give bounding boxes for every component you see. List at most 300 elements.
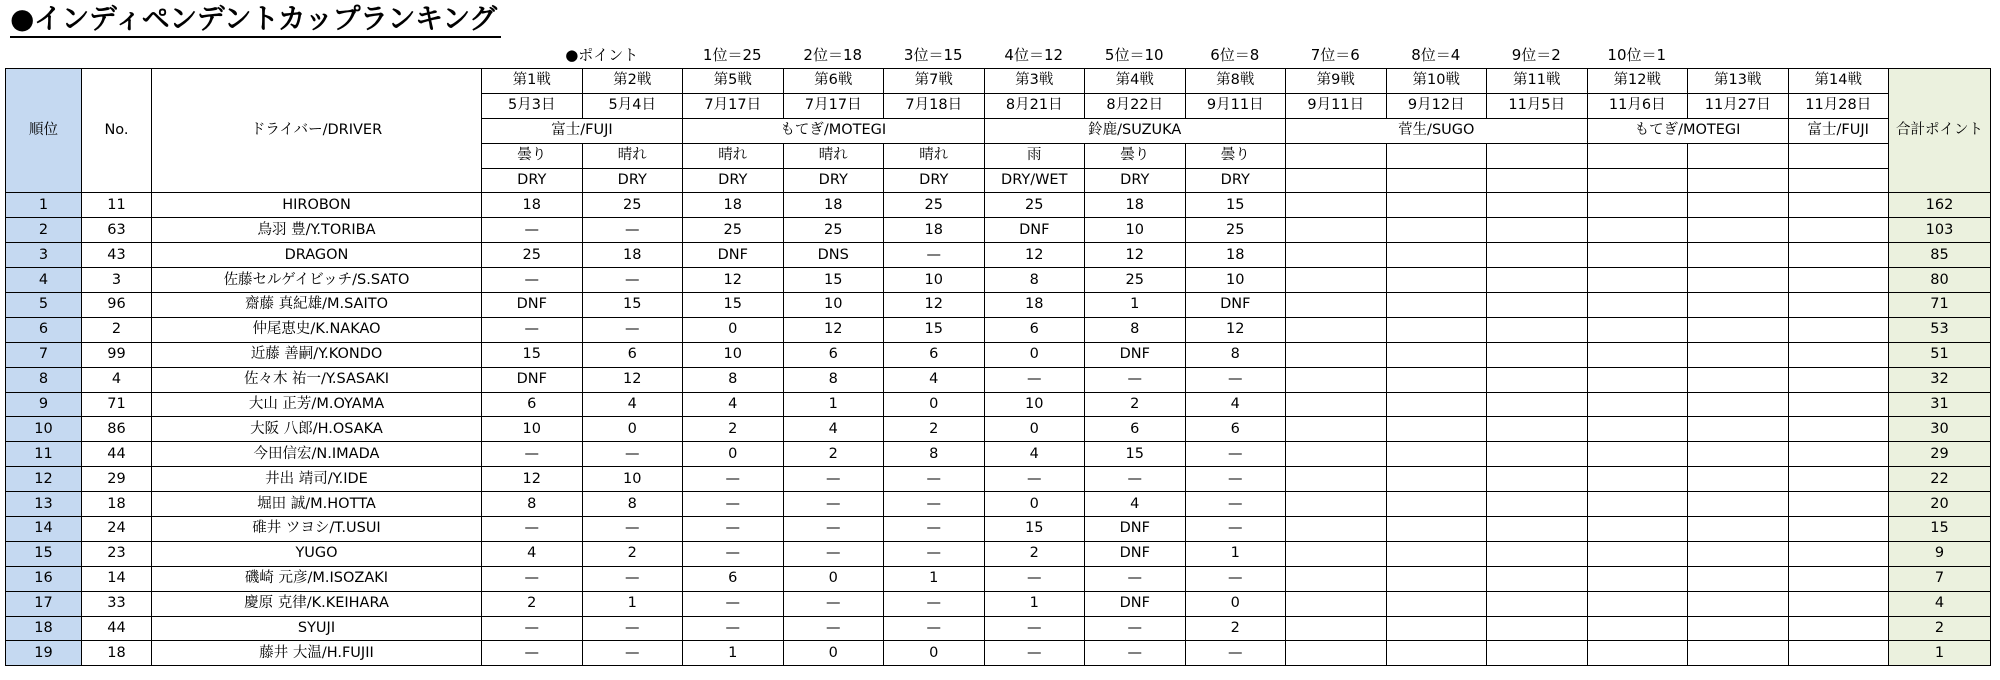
driver-cell: 佐々木 祐一/Y.SASAKI: [152, 367, 482, 392]
result-cell: 18: [582, 243, 683, 268]
result-cell: —: [582, 566, 683, 591]
result-cell: 25: [1085, 268, 1186, 293]
result-cell: 12: [884, 293, 985, 318]
header-row: [6, 69, 1991, 94]
header-weather: [1788, 143, 1889, 168]
table-row: [6, 317, 1991, 342]
table-row: [6, 442, 1991, 467]
header-round: 第8戦: [1185, 69, 1286, 94]
header-track: [1487, 168, 1588, 193]
result-cell: —: [1185, 467, 1286, 492]
result-cell: [1286, 442, 1387, 467]
result-cell: —: [1085, 467, 1186, 492]
result-cell: [1688, 243, 1789, 268]
result-cell: [1386, 541, 1487, 566]
header-weather: 晴れ: [683, 143, 784, 168]
table-row: [6, 616, 1991, 641]
result-cell: —: [683, 467, 784, 492]
result-cell: 0: [984, 342, 1085, 367]
total-cell: 22: [1889, 467, 1991, 492]
result-cell: [1386, 293, 1487, 318]
result-cell: [1788, 367, 1889, 392]
result-cell: [1487, 492, 1588, 517]
rank-cell: 7: [6, 342, 82, 367]
result-cell: 12: [1185, 317, 1286, 342]
header-track: DRY: [482, 168, 583, 193]
result-cell: [1286, 541, 1387, 566]
result-cell: —: [482, 566, 583, 591]
result-cell: [1286, 293, 1387, 318]
total-cell: 32: [1889, 367, 1991, 392]
result-cell: [1487, 392, 1588, 417]
result-cell: [1788, 566, 1889, 591]
result-cell: 8: [1085, 317, 1186, 342]
header-date: 11月27日: [1688, 93, 1789, 118]
rank-cell: 1: [6, 193, 82, 218]
result-cell: 12: [1085, 243, 1186, 268]
result-cell: 10: [783, 293, 884, 318]
result-cell: [1286, 591, 1387, 616]
result-cell: [1788, 268, 1889, 293]
result-cell: [1487, 243, 1588, 268]
result-cell: DNS: [783, 243, 884, 268]
result-cell: [1386, 342, 1487, 367]
result-cell: 18: [482, 193, 583, 218]
result-cell: 18: [984, 293, 1085, 318]
result-cell: [1788, 517, 1889, 542]
header-round: 第12戦: [1587, 69, 1688, 94]
result-cell: 4: [482, 541, 583, 566]
result-cell: [1788, 293, 1889, 318]
result-cell: [1386, 616, 1487, 641]
rank-cell: 12: [6, 467, 82, 492]
result-cell: [1286, 641, 1387, 666]
header-weather: [1386, 143, 1487, 168]
points-value: 10位＝1: [1607, 46, 1667, 64]
result-cell: 8: [884, 442, 985, 467]
total-cell: 9: [1889, 541, 1991, 566]
table-row: [6, 641, 1991, 666]
result-cell: [1286, 566, 1387, 591]
result-cell: [1788, 541, 1889, 566]
points-value: 9位＝2: [1511, 46, 1561, 64]
car-number-cell: 24: [82, 517, 152, 542]
result-cell: DNF: [1085, 541, 1186, 566]
result-cell: —: [582, 616, 683, 641]
result-cell: —: [884, 517, 985, 542]
result-cell: [1487, 442, 1588, 467]
header-round: 第1戦: [482, 69, 583, 94]
driver-cell: 近藤 善嗣/Y.KONDO: [152, 342, 482, 367]
result-cell: [1386, 193, 1487, 218]
result-cell: —: [783, 591, 884, 616]
table-row: [6, 467, 1991, 492]
total-cell: 7: [1889, 566, 1991, 591]
driver-cell: 大山 正芳/M.OYAMA: [152, 392, 482, 417]
result-cell: [1587, 616, 1688, 641]
header-round: 第14戦: [1788, 69, 1889, 94]
rank-cell: 18: [6, 616, 82, 641]
total-cell: 53: [1889, 317, 1991, 342]
result-cell: [1587, 417, 1688, 442]
result-cell: 0: [884, 392, 985, 417]
result-cell: 10: [884, 268, 985, 293]
result-cell: 4: [783, 417, 884, 442]
points-value: 5位＝10: [1104, 46, 1164, 64]
rank-cell: 9: [6, 392, 82, 417]
result-cell: [1487, 566, 1588, 591]
result-cell: [1587, 392, 1688, 417]
header-track: DRY: [783, 168, 884, 193]
result-cell: [1487, 591, 1588, 616]
result-cell: —: [884, 616, 985, 641]
result-cell: 1: [1185, 541, 1286, 566]
total-cell: 80: [1889, 268, 1991, 293]
total-cell: 103: [1889, 218, 1991, 243]
result-cell: 10: [482, 417, 583, 442]
result-cell: [1286, 616, 1387, 641]
driver-cell: 仲尾恵史/K.NAKAO: [152, 317, 482, 342]
result-cell: 12: [683, 268, 784, 293]
total-cell: 4: [1889, 591, 1991, 616]
result-cell: —: [783, 492, 884, 517]
header-weather: [1587, 143, 1688, 168]
header-track: [1386, 168, 1487, 193]
header-round: 第11戦: [1487, 69, 1588, 94]
header-driver: ドライバー/DRIVER: [152, 69, 482, 193]
rank-cell: 13: [6, 492, 82, 517]
driver-cell: DRAGON: [152, 243, 482, 268]
header-no: No.: [82, 69, 152, 193]
result-cell: [1788, 417, 1889, 442]
driver-cell: HIROBON: [152, 193, 482, 218]
driver-cell: 今田信宏/N.IMADA: [152, 442, 482, 467]
result-cell: —: [482, 442, 583, 467]
result-cell: [1587, 243, 1688, 268]
result-cell: [1587, 317, 1688, 342]
result-cell: —: [984, 616, 1085, 641]
driver-cell: 大阪 八郎/H.OSAKA: [152, 417, 482, 442]
result-cell: —: [1085, 367, 1186, 392]
result-cell: [1788, 317, 1889, 342]
header-track: DRY: [884, 168, 985, 193]
rank-cell: 8: [6, 367, 82, 392]
header-date: 8月21日: [984, 93, 1085, 118]
header-round: 第10戦: [1386, 69, 1487, 94]
header-circuit: 富士/FUJI: [482, 118, 683, 143]
result-cell: [1487, 541, 1588, 566]
result-cell: DNF: [1085, 517, 1186, 542]
result-cell: [1788, 467, 1889, 492]
car-number-cell: 29: [82, 467, 152, 492]
result-cell: —: [683, 541, 784, 566]
header-round: 第7戦: [884, 69, 985, 94]
result-cell: [1386, 517, 1487, 542]
result-cell: 4: [984, 442, 1085, 467]
result-cell: 2: [884, 417, 985, 442]
rank-cell: 14: [6, 517, 82, 542]
result-cell: [1286, 268, 1387, 293]
result-cell: —: [783, 467, 884, 492]
header-round: 第3戦: [984, 69, 1085, 94]
car-number-cell: 2: [82, 317, 152, 342]
result-cell: —: [683, 616, 784, 641]
car-number-cell: 44: [82, 616, 152, 641]
result-cell: [1487, 268, 1588, 293]
table-row: [6, 293, 1991, 318]
total-cell: 20: [1889, 492, 1991, 517]
points-value: 7位＝6: [1310, 46, 1360, 64]
result-cell: [1688, 342, 1789, 367]
car-number-cell: 33: [82, 591, 152, 616]
result-cell: 12: [482, 467, 583, 492]
result-cell: 18: [884, 218, 985, 243]
header-track: DRY: [683, 168, 784, 193]
result-cell: —: [683, 492, 784, 517]
result-cell: —: [783, 616, 884, 641]
car-number-cell: 23: [82, 541, 152, 566]
driver-cell: 堀田 誠/M.HOTTA: [152, 492, 482, 517]
header-weather: 曇り: [1085, 143, 1186, 168]
table-row: [6, 218, 1991, 243]
result-cell: —: [884, 541, 985, 566]
result-cell: 4: [582, 392, 683, 417]
header-weather: 曇り: [1185, 143, 1286, 168]
table-row: [6, 492, 1991, 517]
result-cell: [1487, 616, 1588, 641]
result-cell: [1587, 218, 1688, 243]
total-cell: 30: [1889, 417, 1991, 442]
result-cell: [1587, 467, 1688, 492]
car-number-cell: 18: [82, 641, 152, 666]
result-cell: 15: [482, 342, 583, 367]
result-cell: —: [582, 517, 683, 542]
result-cell: 0: [783, 641, 884, 666]
header-date: 11月6日: [1587, 93, 1688, 118]
header-track: DRY/WET: [984, 168, 1085, 193]
result-cell: 0: [984, 417, 1085, 442]
points-value: 8位＝4: [1411, 46, 1461, 64]
result-cell: [1487, 417, 1588, 442]
result-cell: [1688, 591, 1789, 616]
result-cell: 25: [884, 193, 985, 218]
result-cell: [1286, 517, 1387, 542]
result-cell: 15: [884, 317, 985, 342]
result-cell: 15: [683, 293, 784, 318]
page-title: ●インディペンデントカップランキング: [10, 2, 501, 38]
result-cell: [1587, 342, 1688, 367]
header-date: 9月12日: [1386, 93, 1487, 118]
result-cell: [1386, 367, 1487, 392]
rank-cell: 5: [6, 293, 82, 318]
result-cell: 10: [984, 392, 1085, 417]
result-cell: DNF: [984, 218, 1085, 243]
header-date: 11月28日: [1788, 93, 1889, 118]
result-cell: [1286, 342, 1387, 367]
rank-cell: 2: [6, 218, 82, 243]
car-number-cell: 3: [82, 268, 152, 293]
rank-cell: 15: [6, 541, 82, 566]
result-cell: [1487, 367, 1588, 392]
result-cell: [1688, 616, 1789, 641]
car-number-cell: 14: [82, 566, 152, 591]
result-cell: —: [582, 218, 683, 243]
result-cell: [1286, 392, 1387, 417]
table-row: [6, 392, 1991, 417]
header-date: 8月22日: [1085, 93, 1186, 118]
result-cell: [1487, 641, 1588, 666]
result-cell: —: [984, 566, 1085, 591]
header-circuit: もてぎ/MOTEGI: [1587, 118, 1788, 143]
result-cell: [1487, 193, 1588, 218]
result-cell: [1386, 218, 1487, 243]
header-circuit: もてぎ/MOTEGI: [683, 118, 985, 143]
rank-cell: 16: [6, 566, 82, 591]
header-weather: [1487, 143, 1588, 168]
header-date: 5月3日: [482, 93, 583, 118]
result-cell: 8: [1185, 342, 1286, 367]
total-cell: 162: [1889, 193, 1991, 218]
points-value: 4位＝12: [1004, 46, 1064, 64]
header-date: 9月11日: [1286, 93, 1387, 118]
result-cell: 2: [1185, 616, 1286, 641]
header-total: 合計ポイント: [1889, 69, 1991, 193]
table-row: [6, 367, 1991, 392]
result-cell: 10: [1085, 218, 1186, 243]
total-cell: 71: [1889, 293, 1991, 318]
header-rank: 順位: [6, 69, 82, 193]
rank-cell: 6: [6, 317, 82, 342]
header-round: 第13戦: [1688, 69, 1789, 94]
result-cell: [1688, 467, 1789, 492]
header-track: [1688, 168, 1789, 193]
header-date: 11月5日: [1487, 93, 1588, 118]
result-cell: DNF: [1085, 342, 1186, 367]
result-cell: —: [683, 591, 784, 616]
total-cell: 15: [1889, 517, 1991, 542]
result-cell: [1487, 317, 1588, 342]
total-cell: 1: [1889, 641, 1991, 666]
result-cell: [1587, 566, 1688, 591]
result-cell: 0: [683, 442, 784, 467]
car-number-cell: 18: [82, 492, 152, 517]
result-cell: 6: [582, 342, 683, 367]
driver-cell: 齋藤 真紀雄/M.SAITO: [152, 293, 482, 318]
result-cell: DNF: [683, 243, 784, 268]
car-number-cell: 44: [82, 442, 152, 467]
header-weather: [1688, 143, 1789, 168]
result-cell: 1: [884, 566, 985, 591]
result-cell: 18: [1185, 243, 1286, 268]
result-cell: 18: [783, 193, 884, 218]
result-cell: [1286, 218, 1387, 243]
driver-cell: 井出 靖司/Y.IDE: [152, 467, 482, 492]
result-cell: [1386, 492, 1487, 517]
result-cell: —: [482, 616, 583, 641]
result-cell: [1788, 218, 1889, 243]
result-cell: 8: [482, 492, 583, 517]
result-cell: —: [582, 442, 683, 467]
result-cell: [1688, 566, 1789, 591]
table-row: [6, 417, 1991, 442]
result-cell: 0: [582, 417, 683, 442]
total-cell: 29: [1889, 442, 1991, 467]
result-cell: 0: [683, 317, 784, 342]
result-cell: [1688, 392, 1789, 417]
header-track: [1587, 168, 1688, 193]
table-row: [6, 342, 1991, 367]
header-weather: 晴れ: [582, 143, 683, 168]
result-cell: 2: [1085, 392, 1186, 417]
result-cell: 4: [884, 367, 985, 392]
result-cell: 6: [984, 317, 1085, 342]
header-date: 7月17日: [683, 93, 784, 118]
result-cell: [1688, 193, 1789, 218]
table-row: [6, 517, 1991, 542]
result-cell: 25: [582, 193, 683, 218]
result-cell: 6: [1185, 417, 1286, 442]
result-cell: [1788, 442, 1889, 467]
result-cell: [1688, 268, 1789, 293]
result-cell: —: [783, 517, 884, 542]
result-cell: 8: [582, 492, 683, 517]
header-date: 5月4日: [582, 93, 683, 118]
car-number-cell: 71: [82, 392, 152, 417]
result-cell: 15: [582, 293, 683, 318]
header-round: 第6戦: [783, 69, 884, 94]
result-cell: [1286, 467, 1387, 492]
result-cell: 4: [1085, 492, 1186, 517]
result-cell: —: [482, 641, 583, 666]
car-number-cell: 4: [82, 367, 152, 392]
header-weather: 晴れ: [783, 143, 884, 168]
result-cell: 0: [984, 492, 1085, 517]
result-cell: [1386, 442, 1487, 467]
result-cell: 4: [683, 392, 784, 417]
driver-cell: YUGO: [152, 541, 482, 566]
header-date: 9月11日: [1185, 93, 1286, 118]
result-cell: [1688, 641, 1789, 666]
header-weather: 雨: [984, 143, 1085, 168]
header-track: DRY: [582, 168, 683, 193]
result-cell: [1587, 442, 1688, 467]
result-cell: [1487, 218, 1588, 243]
result-cell: [1788, 342, 1889, 367]
result-cell: [1487, 293, 1588, 318]
result-cell: [1487, 342, 1588, 367]
result-cell: [1386, 392, 1487, 417]
rank-cell: 17: [6, 591, 82, 616]
result-cell: 25: [783, 218, 884, 243]
result-cell: —: [1185, 641, 1286, 666]
result-cell: —: [984, 467, 1085, 492]
rank-cell: 19: [6, 641, 82, 666]
header-track: [1788, 168, 1889, 193]
result-cell: [1487, 467, 1588, 492]
result-cell: 1: [984, 591, 1085, 616]
result-cell: [1386, 243, 1487, 268]
result-cell: [1386, 467, 1487, 492]
result-cell: —: [482, 268, 583, 293]
result-cell: [1788, 641, 1889, 666]
result-cell: —: [884, 492, 985, 517]
header-circuit: 菅生/SUGO: [1286, 118, 1588, 143]
result-cell: [1788, 591, 1889, 616]
result-cell: [1587, 268, 1688, 293]
points-value: 1位＝25: [702, 46, 762, 64]
result-cell: 1: [783, 392, 884, 417]
result-cell: 2: [683, 417, 784, 442]
